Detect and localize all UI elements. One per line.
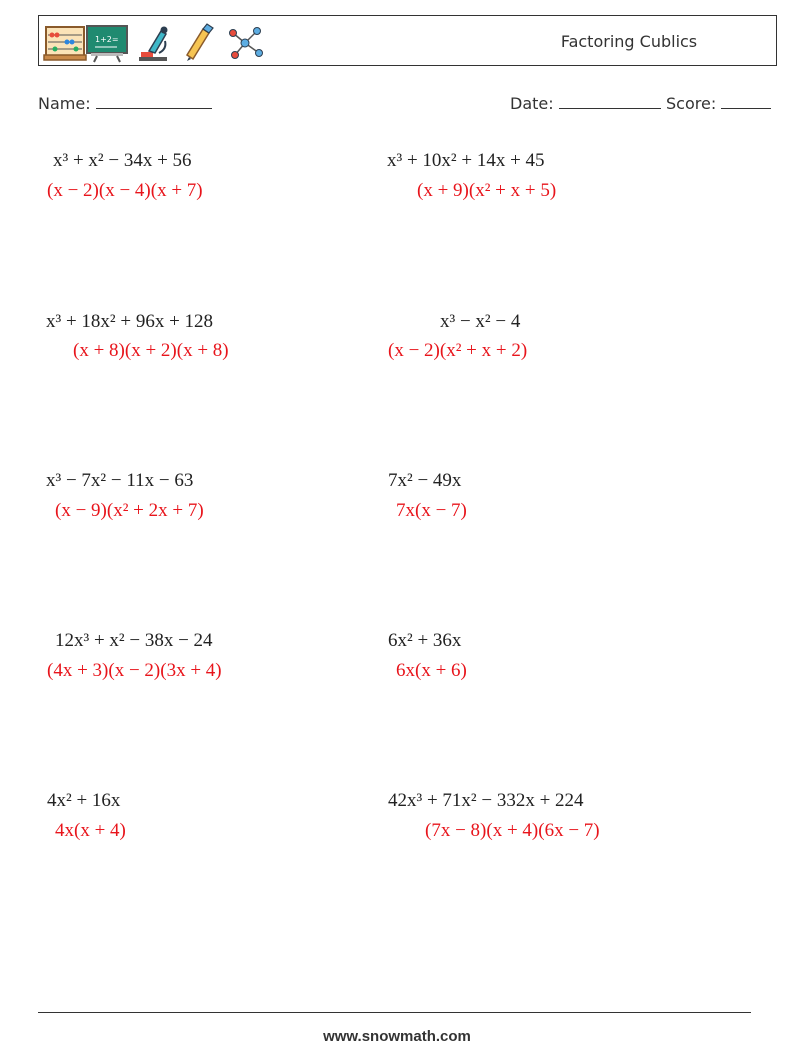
svg-text:1+2=: 1+2= bbox=[95, 35, 119, 44]
problem-answer: (x − 2)(x² + x + 2) bbox=[388, 340, 528, 361]
problem-answer: (x + 8)(x + 2)(x + 8) bbox=[73, 340, 229, 361]
problem-question: 42x³ + 71x² − 332x + 224 bbox=[388, 790, 584, 811]
date-blank[interactable] bbox=[559, 94, 661, 109]
name-blank[interactable] bbox=[96, 94, 212, 109]
name-label: Name: bbox=[38, 94, 91, 113]
problem-question: 6x² + 36x bbox=[388, 630, 462, 651]
problem-question: 7x² − 49x bbox=[388, 470, 462, 491]
problem-answer: 6x(x + 6) bbox=[396, 660, 467, 681]
problem-answer: (x + 9)(x² + x + 5) bbox=[417, 180, 557, 201]
problem-answer: (4x + 3)(x − 2)(3x + 4) bbox=[47, 660, 222, 681]
chalkboard-icon bbox=[85, 23, 129, 63]
problem-question: x³ − 7x² − 11x − 63 bbox=[46, 470, 194, 491]
footer-divider bbox=[38, 1012, 751, 1013]
score-label: Score: bbox=[666, 94, 717, 113]
date-field[interactable] bbox=[510, 94, 661, 113]
footer-website: www.snowmath.com bbox=[323, 1028, 471, 1045]
problem-answer: (x − 9)(x² + 2x + 7) bbox=[55, 500, 204, 521]
abacus-icon bbox=[43, 23, 87, 63]
problem-answer: (x − 2)(x − 4)(x + 7) bbox=[47, 180, 203, 201]
name-field[interactable] bbox=[38, 94, 212, 113]
pencil-icon bbox=[177, 23, 221, 63]
score-blank[interactable] bbox=[721, 94, 771, 109]
problem-answer: (7x − 8)(x + 4)(6x − 7) bbox=[425, 820, 600, 841]
problem-answer: 7x(x − 7) bbox=[396, 500, 467, 521]
problem-question: x³ − x² − 4 bbox=[440, 311, 521, 332]
problem-question: 4x² + 16x bbox=[47, 790, 121, 811]
problem-question: x³ + 10x² + 14x + 45 bbox=[387, 150, 545, 171]
molecule-icon bbox=[223, 23, 267, 63]
problem-question: x³ + x² − 34x + 56 bbox=[53, 150, 192, 171]
worksheet-title: Factoring Cublics bbox=[560, 32, 698, 51]
worksheet-header bbox=[38, 15, 777, 66]
problem-question: x³ + 18x² + 96x + 128 bbox=[46, 311, 214, 332]
date-label: Date: bbox=[510, 94, 554, 113]
problem-answer: 4x(x + 4) bbox=[55, 820, 126, 841]
microscope-icon bbox=[131, 23, 175, 63]
score-field[interactable] bbox=[666, 94, 771, 113]
problem-question: 12x³ + x² − 38x − 24 bbox=[55, 630, 213, 651]
